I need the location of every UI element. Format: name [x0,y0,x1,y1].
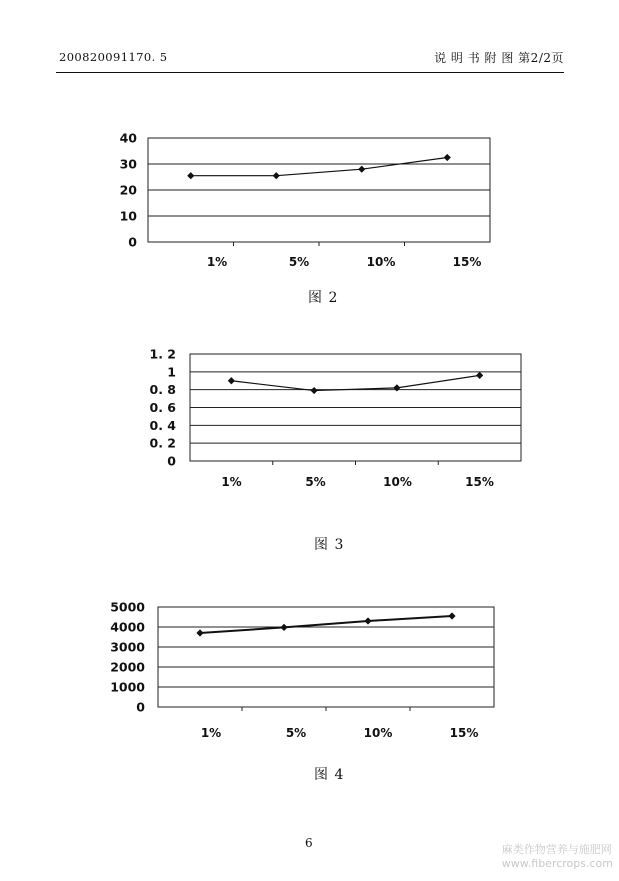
x-category-label: 5% [305,475,326,489]
figure-2-caption: 图 2 [308,290,339,306]
data-point [364,617,371,624]
header-divider [56,72,564,73]
y-tick-label: 0. 6 [149,400,176,415]
x-category-label: 1% [200,726,222,740]
x-category-label: 15% [449,726,479,740]
data-point [476,372,483,379]
y-tick-label: 0. 8 [149,382,176,398]
y-tick-label: 5000 [110,599,145,615]
data-point [358,166,365,173]
watermark-url: www.fibercrops.com [501,857,613,870]
y-tick-label: 4000 [110,619,145,635]
data-point [393,384,400,391]
patent-number: 200820091170. 5 [59,50,168,64]
x-category-label: 1% [221,475,242,489]
x-category-label: 10% [383,475,412,489]
series-line [231,375,479,390]
data-point [444,154,451,161]
data-point [187,172,194,179]
chart-figure-4 [0,596,619,746]
y-tick-label: 20 [119,182,137,198]
data-point [448,612,455,619]
y-tick-label: 2000 [110,659,145,675]
y-tick-label: 3000 [110,639,145,655]
figure-4-caption: 图 4 [314,767,345,783]
y-tick-label: 40 [119,130,137,146]
figure-3-caption: 图 3 [314,537,345,553]
plot-area [158,607,494,707]
x-category-label: 1% [206,255,228,269]
y-tick-label: 0 [167,453,176,469]
data-point [280,624,287,631]
page-number: 6 [305,836,313,850]
y-tick-label: 0. 2 [149,435,176,451]
series-line [191,158,448,176]
y-tick-label: 0. 4 [149,417,176,433]
watermark-title: 麻类作物营养与施肥网 [501,843,612,856]
y-tick-label: 1000 [110,679,145,695]
data-point [311,387,318,394]
y-tick-label: 1. 2 [149,346,176,362]
y-tick-label: 30 [119,156,137,172]
x-category-label: 5% [288,255,310,269]
data-point [228,377,235,384]
x-category-label: 10% [363,726,393,740]
y-tick-label: 0 [128,234,137,250]
series-line [200,616,452,633]
data-point [273,172,280,179]
y-tick-label: 1 [167,364,176,380]
data-point [196,629,203,636]
chart-figure-3 [0,340,619,520]
x-category-label: 15% [452,255,482,269]
x-category-label: 5% [285,726,307,740]
page-header-title: 说 明 书 附 图 第2/2页 [434,51,564,65]
y-tick-label: 0 [136,699,145,715]
y-tick-label: 10 [119,208,137,224]
site-watermark [502,843,613,871]
x-category-label: 15% [465,475,494,489]
x-category-label: 10% [366,255,396,269]
